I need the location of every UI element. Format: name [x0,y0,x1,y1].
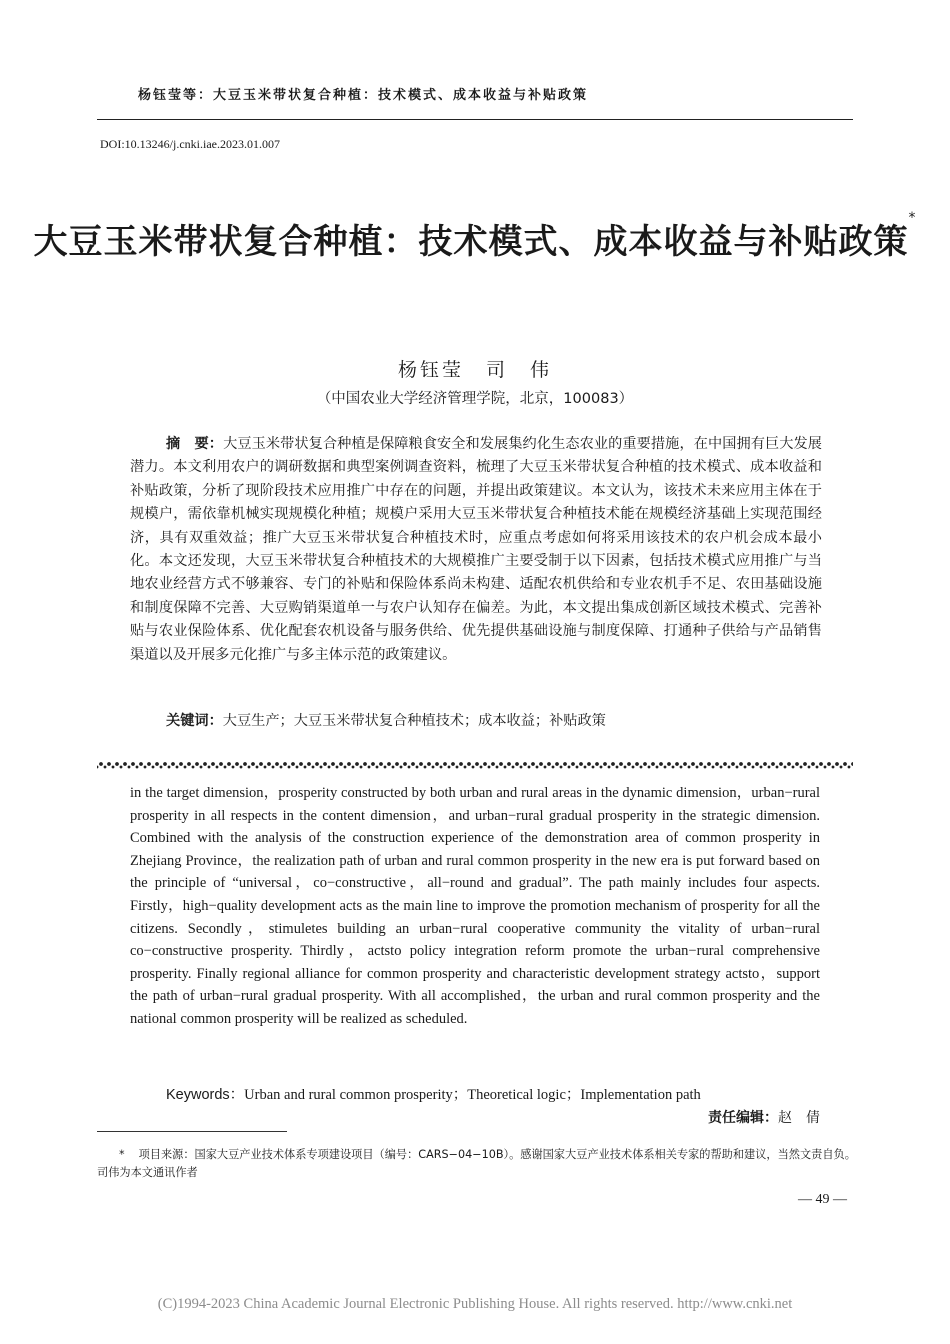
affiliation: （中国农业大学经济管理学院，北京，100083） [316,391,634,407]
copyright-watermark: (C)1994-2023 China Academic Journal Electronic Publishing House. All rights reserved. http://www.cnki.net [157,1296,793,1312]
doi[interactable]: DOI:10.13246/j.cnki.iae.2023.01.007 [100,137,280,151]
editor-label: 责任编辑： [708,1110,778,1126]
decorative-divider [97,759,853,769]
running-header: 杨钰莹等：大豆玉米带状复合种植：技术模式、成本收益与补贴政策 [138,88,589,103]
keywords-cn-text: 大豆生产；大豆玉米带状复合种植技术；成本收益；补贴政策 [222,713,606,729]
footnote-mark: * [119,1148,125,1161]
english-abstract: in the target dimension，prosperity constructed by both urban and rural areas in the dynamic dimension，urban−rural prosperity in all respects in the content dimension，and urban−rural gradual prosperity in the strategic dimension. Combined with the analysis of the construction experience of the demonstration area of common prosperity in Zhejiang Province，the realization path of urban and rural common prosperity in the new era is put forward based on the principle of “universal，co−constructive，all−round and gradual”. The path mainly includes four aspects. Firstly，high−quality development acts as the main line to improve the promotion mechanism of prosperity for all the citizens. Secondly，stimuletes building an urban−rural cooperative community the vitality of urban−rural co−constructive prosperity. Thirdly，actsto policy integration reform promote the urban−rural comprehensive prosperity. Finally regional alliance for common prosperity and characteristic development strategy actsto，support the path of urban−rural gradual prosperity. With all accomplished，the urban and rural common prosperity and the national common prosperity will be realized as scheduled. [130,785,820,1027]
footnote-text: 项目来源：国家大豆产业技术体系专项建设项目（编号：CARS−04−10B）。感谢国家大豆产业技术体系相关专家的帮助和建议，当然文责自负。司伟为本文通讯作者 [97,1148,856,1179]
keywords-en-label: Keywords： [166,1087,245,1103]
abstract [130,433,822,667]
abstract-label: 摘 要： [166,436,224,452]
page-number: — 49 — [798,1192,847,1207]
keywords-en [166,1083,701,1104]
title-footnote-mark[interactable]: * [908,210,917,226]
footnote-rule [97,1131,287,1132]
abstract-text: 大豆玉米带状复合种植是保障粮食安全和发展集约化生态农业的重要措施，在中国拥有巨大发展潜力。本文利用农户的调研数据和典型案例调查资料，梳理了大豆玉米带状复合种植的技术模式、成本收益和补贴政策，分析了现阶段技术应用推广中存在的问题，并提出政策建议。本文认为，该技术未来应用主体在于规模户，需依靠机械实现规模化种植；规模户采用大豆玉米带状复合种植技术能在规模经济基础上实现范围经济，具有双重效益；推广大豆玉米带状复合种植技术时，应重点考虑如何将采用该技术的农户机会成本最小化。本文还发现，大豆玉米带状复合种植技术的大规模推广主要受制于以下因素，包括技术模式应用推广与当地农业经营方式不够兼容、专门的补贴和保险体系尚未构建、适配农机供给和专业农机手不足、农田基础设施和制度保障不完善、大豆购销渠道单一与农户认知存在偏差。为此，本文提出集成创新区域技术模式、完善补贴与农业保险体系、优化配套农机设备与服务供给、优先提供基础设施与制度保障、打通种子供给与产品销售渠道以及开展多元化推广与多主体示范的政策建议。 [130,436,822,663]
keywords-cn [166,710,606,730]
responsible-editor [708,1107,820,1127]
editor-name: 赵 倩 [778,1110,820,1126]
authors: 杨钰莹 司 伟 [397,359,552,381]
footnote [97,1146,857,1181]
keywords-cn-label: 关键词： [166,713,223,729]
header-rule [97,119,853,120]
keywords-en-text: Urban and rural common prosperity；Theoretical logic；Implementation path [244,1087,701,1103]
article-title-text: 大豆玉米带状复合种植：技术模式、成本收益与补贴政策 [33,222,909,262]
article-title [0,210,950,263]
